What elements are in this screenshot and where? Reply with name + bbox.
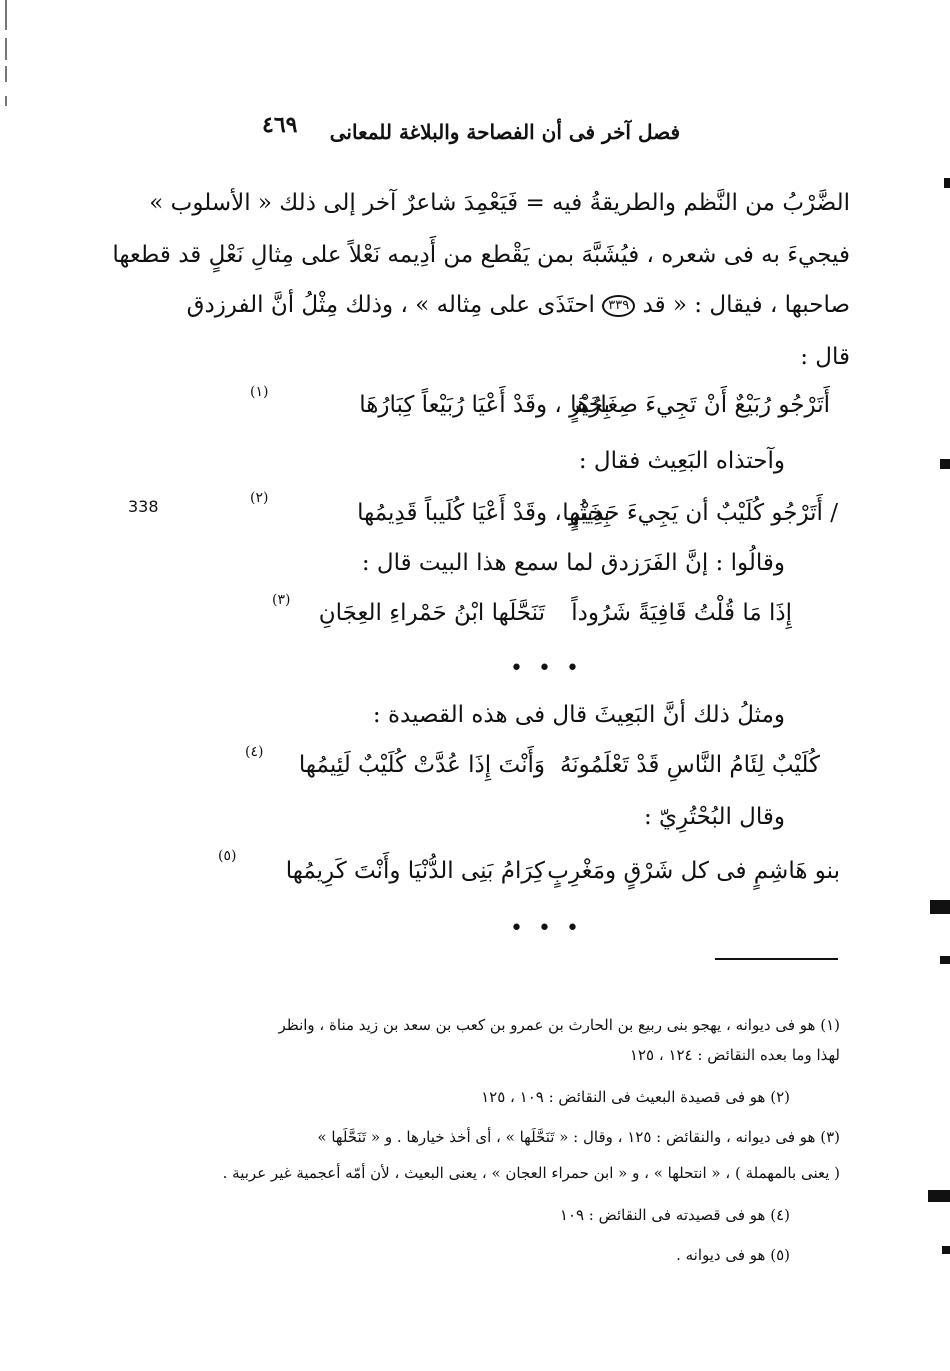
body-line-3-start: صاحبها ، فيقال : « قد [642, 292, 850, 318]
narrative-line-4: وقال البُحْتُرِيّ : [643, 804, 785, 830]
scan-edge-mark [930, 900, 950, 914]
footnote-ref-3: (٣) [272, 592, 291, 608]
footnote-1-line-1: (١) هو فى ديوانه ، يهجو بنى ربيع بن الحارث بن عمرو بن كعب بن سعد بن زيد مناة ، وانظر [278, 1016, 840, 1034]
body-line-1: الضَّرْبُ من النَّظم والطريقةُ فيه = فَيَعْمِدَ شاعرٌ آخر إلى ذلك « الأسلوب » [149, 190, 850, 216]
verse-1-first-hemistich: أَتَرْجُو رُبَيْعٌ أَنْ تَجِيءَ صِغَارُهَا [570, 392, 830, 418]
footnote-4: (٤) هو فى قصيدته فى النقائض : ١٠٩ [559, 1206, 790, 1224]
page-number: ٤٦٩ [262, 112, 298, 138]
margin-page-reference: 338 [128, 497, 159, 516]
body-line-2: فيجيءَ به فى شعره ، فيُشَبَّهَ بمن يَقْطع من أَدِيمه نَعْلاً على مِثالِ نَعْلٍ قد قطعها [112, 242, 850, 268]
footnote-5: (٥) هو فى ديوانه . [676, 1246, 790, 1264]
scan-edge-tick [5, 0, 7, 30]
verse-1-second-hemistich: بِخَيْرٍ ، وقَدْ أَعْيَا رُبَيْعاً كِبَارُهَا [359, 392, 610, 418]
narrative-line-3: ومثلُ ذلك أنَّ البَعِيثَ قال فى هذه القصيدة : [372, 702, 785, 728]
footnote-1-line-2: لهذا وما بعده النقائض : ١٢٤ ، ١٢٥ [629, 1046, 840, 1064]
scan-edge-mark [928, 1190, 950, 1202]
footnote-rule [715, 958, 838, 960]
verse-3-second-hemistich: تَنَحَّلَها ابْنُ حَمْراءِ العِجَانِ [318, 600, 545, 626]
scan-edge-mark [940, 956, 950, 964]
scan-edge-mark [940, 459, 950, 469]
original-page-circle: ٣٣٩ [602, 295, 635, 317]
verse-3-first-hemistich: إِذَا مَا قُلْتُ قَافِيَةً شَرُوداً [571, 600, 792, 626]
footnote-ref-1: (١) [250, 384, 269, 400]
verse-4-second-hemistich: وَأَنْتَ إِذَا عُدَّتْ كُلَيْبٌ لَئِيمُها [298, 752, 545, 778]
scan-edge-tick [5, 66, 7, 82]
verse-5-second-hemistich: كِرَامُ بَنِى الدُّنْيَا وأَنْتَ كَرِيمُها [285, 858, 545, 884]
scan-edge-mark [942, 1246, 950, 1254]
verse-4-first-hemistich: كُلَيْبٌ لِئَامُ النَّاسِ قَدْ تَعْلَمُونَهُ [559, 752, 820, 778]
scan-edge-mark [944, 178, 950, 188]
footnote-ref-4: (٤) [245, 744, 264, 760]
running-header: فصل آخر فى أن الفصاحة والبلاغة للمعانى [329, 120, 680, 144]
section-separator: • • • [510, 656, 583, 681]
scan-edge-tick [5, 96, 7, 106]
scan-edge-tick [5, 38, 7, 60]
body-line-3-end: احتَذَى على مِثاله » ، وذلك مِثْلُ أنَّ الفرزدق [186, 292, 595, 318]
footnote-ref-2: (٢) [250, 490, 269, 506]
body-line-3 [187, 292, 850, 318]
footnote-3-line-1: (٣) هو فى ديوانه ، والنقائض : ١٢٥ ، وقال : « تَنَحَّلَها » ، أى أخذ خيارها . و « تَنَحَّلَها » [317, 1128, 840, 1146]
section-separator: • • • [510, 916, 583, 941]
narrative-line-1: وآحتذاه البَعِيث فقال : [578, 448, 785, 474]
narrative-line-2: وقالُوا : إنَّ الفَرَزدق لما سمع هذا البيت قال : [361, 550, 785, 576]
body-line-4: قال : [800, 344, 850, 370]
footnote-ref-5: (٥) [218, 848, 237, 864]
footnote-2: (٢) هو فى قصيدة البعيث فى النقائض : ١٠٩ ، ١٢٥ [481, 1088, 790, 1106]
verse-2-first-hemistich: / أَتَرْجُو كُلَيْبٌ أن يَجِيءَ حَدِيثُها [562, 500, 838, 526]
verse-2-second-hemistich: بِخَيْرٍ ، وقَدْ أَعْيَا كُلَيباً قَدِيمُها [357, 500, 610, 526]
footnote-3-line-2: ( يعنى بالمهملة ) ، « انتحلها » ، و « ابن حمراء العجان » ، يعنى البعيث ، لأن أمّه أعجمية غير عربية . [222, 1164, 840, 1182]
verse-5-first-hemistich: بنو هَاشِمٍ فى كل شَرْقٍ ومَغْرِبٍ [547, 858, 840, 884]
